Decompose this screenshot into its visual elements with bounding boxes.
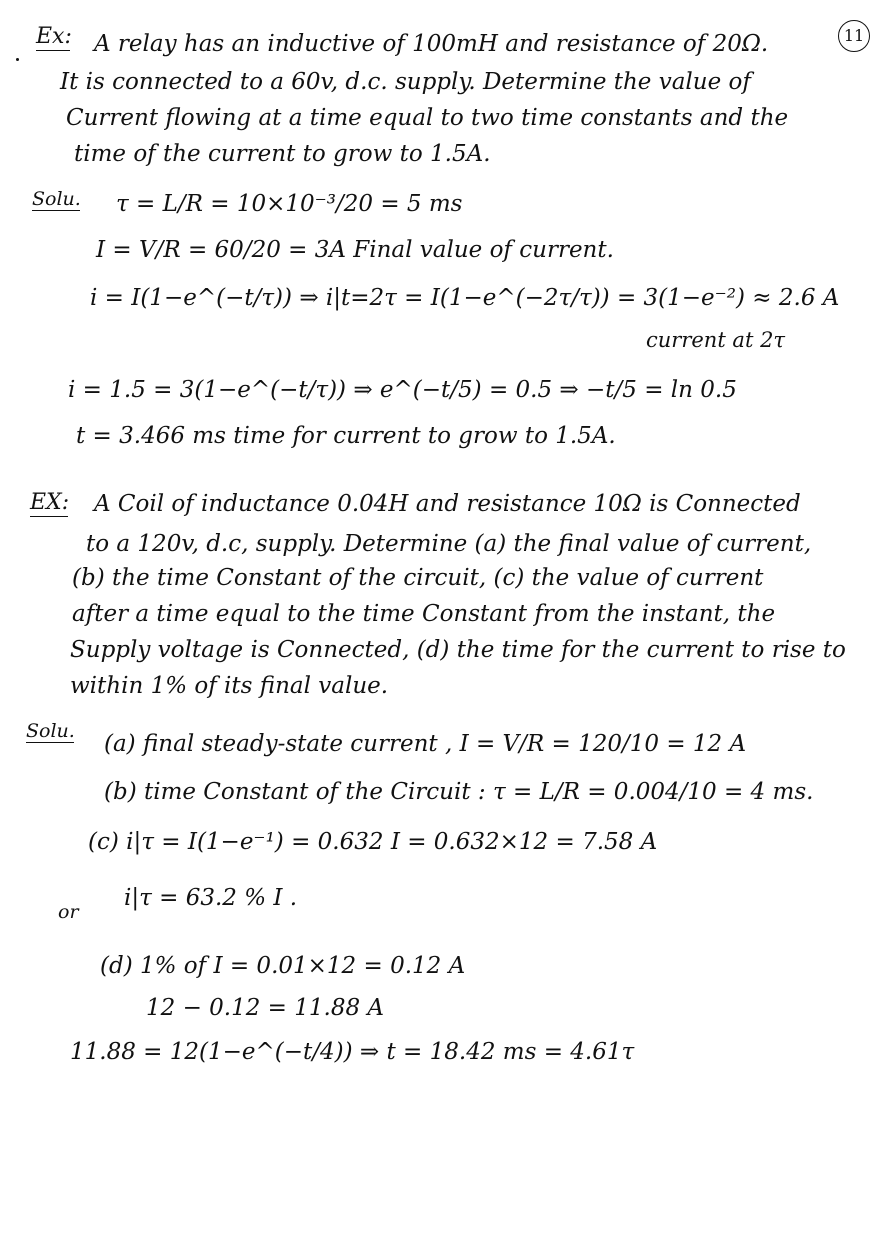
time-constant-eq: τ = L/R = 10×10⁻³/20 = 5 ms [116,191,463,217]
current-at-2tau-eq: i = I(1−e^(−t/τ)) ⇒ i|t=2τ = I(1−e^(−2τ/τ)) = 3(1−e⁻²) ≈ 2.6 A [90,285,840,311]
example-1-problem-line-4: time of the current to grow to 1.5A. [74,141,491,167]
part-a-final-current: (a) final steady-state current , I = V/R = 120/10 = 12 A [104,731,747,757]
example-1-problem-line-3: Current flowing at a time equal to two time constants and the [66,105,789,131]
grow-to-1-5a-eq: i = 1.5 = 3(1−e^(−t/τ)) ⇒ e^(−t/5) = 0.5 ⇒ −t/5 = ln 0.5 [68,377,737,403]
part-d-subtraction: 12 − 0.12 = 11.88 A [146,995,385,1021]
example-1-problem-line-2: It is connected to a 60v, d.c. supply. Determine the value of [60,69,751,95]
example-2-problem-line-6: within 1% of its final value. [70,673,389,699]
part-d-one-percent: (d) 1% of I = 0.01×12 = 0.12 A [100,953,466,979]
example-1-label: Ex: [36,24,72,49]
part-d-time-result: 11.88 = 12(1−e^(−t/4)) ⇒ t = 18.42 ms = 4.61τ [70,1039,635,1065]
or-word: or [58,901,79,923]
example-1-label-underline [36,50,70,51]
part-b-time-constant: (b) time Constant of the Circuit : τ = L/R = 0.004/10 = 4 ms. [104,779,814,805]
example-1-solution-label: Solu. [32,188,81,210]
part-c-current-at-tau: (c) i|τ = I(1−e⁻¹) = 0.632 I = 0.632×12 = 7.58 A [88,829,658,855]
page-number-badge: 11 [838,20,870,52]
example-2-label-underline [30,516,68,517]
example-2-problem-line-3: (b) the time Constant of the circuit, (c) the value of current [72,565,764,591]
example-2-label: EX: [30,490,70,515]
part-c-percentage: i|τ = 63.2 % I . [124,885,298,911]
example-2-solution-label: Solu. [26,720,75,742]
example-1-solution-underline [32,210,80,211]
ink-dot [16,58,19,61]
current-at-2tau-note: current at 2τ [646,328,786,352]
example-2-problem-line-1: A Coil of inductance 0.04H and resistance 10Ω is Connected [94,491,801,517]
example-2-solution-underline [26,742,74,743]
example-2-problem-line-2: to a 120v, d.c, supply. Determine (a) the final value of current, [86,531,812,557]
grow-time-result: t = 3.466 ms time for current to grow to 1.5A. [76,423,616,449]
example-2-problem-line-4: after a time equal to the time Constant from the instant, the [72,601,776,627]
example-2-problem-line-5: Supply voltage is Connected, (d) the time for the current to rise to [70,637,846,663]
final-current-eq: I = V/R = 60/20 = 3A Final value of current. [96,237,614,263]
example-1-problem-line-1: A relay has an inductive of 100mH and resistance of 20Ω. [94,31,769,57]
